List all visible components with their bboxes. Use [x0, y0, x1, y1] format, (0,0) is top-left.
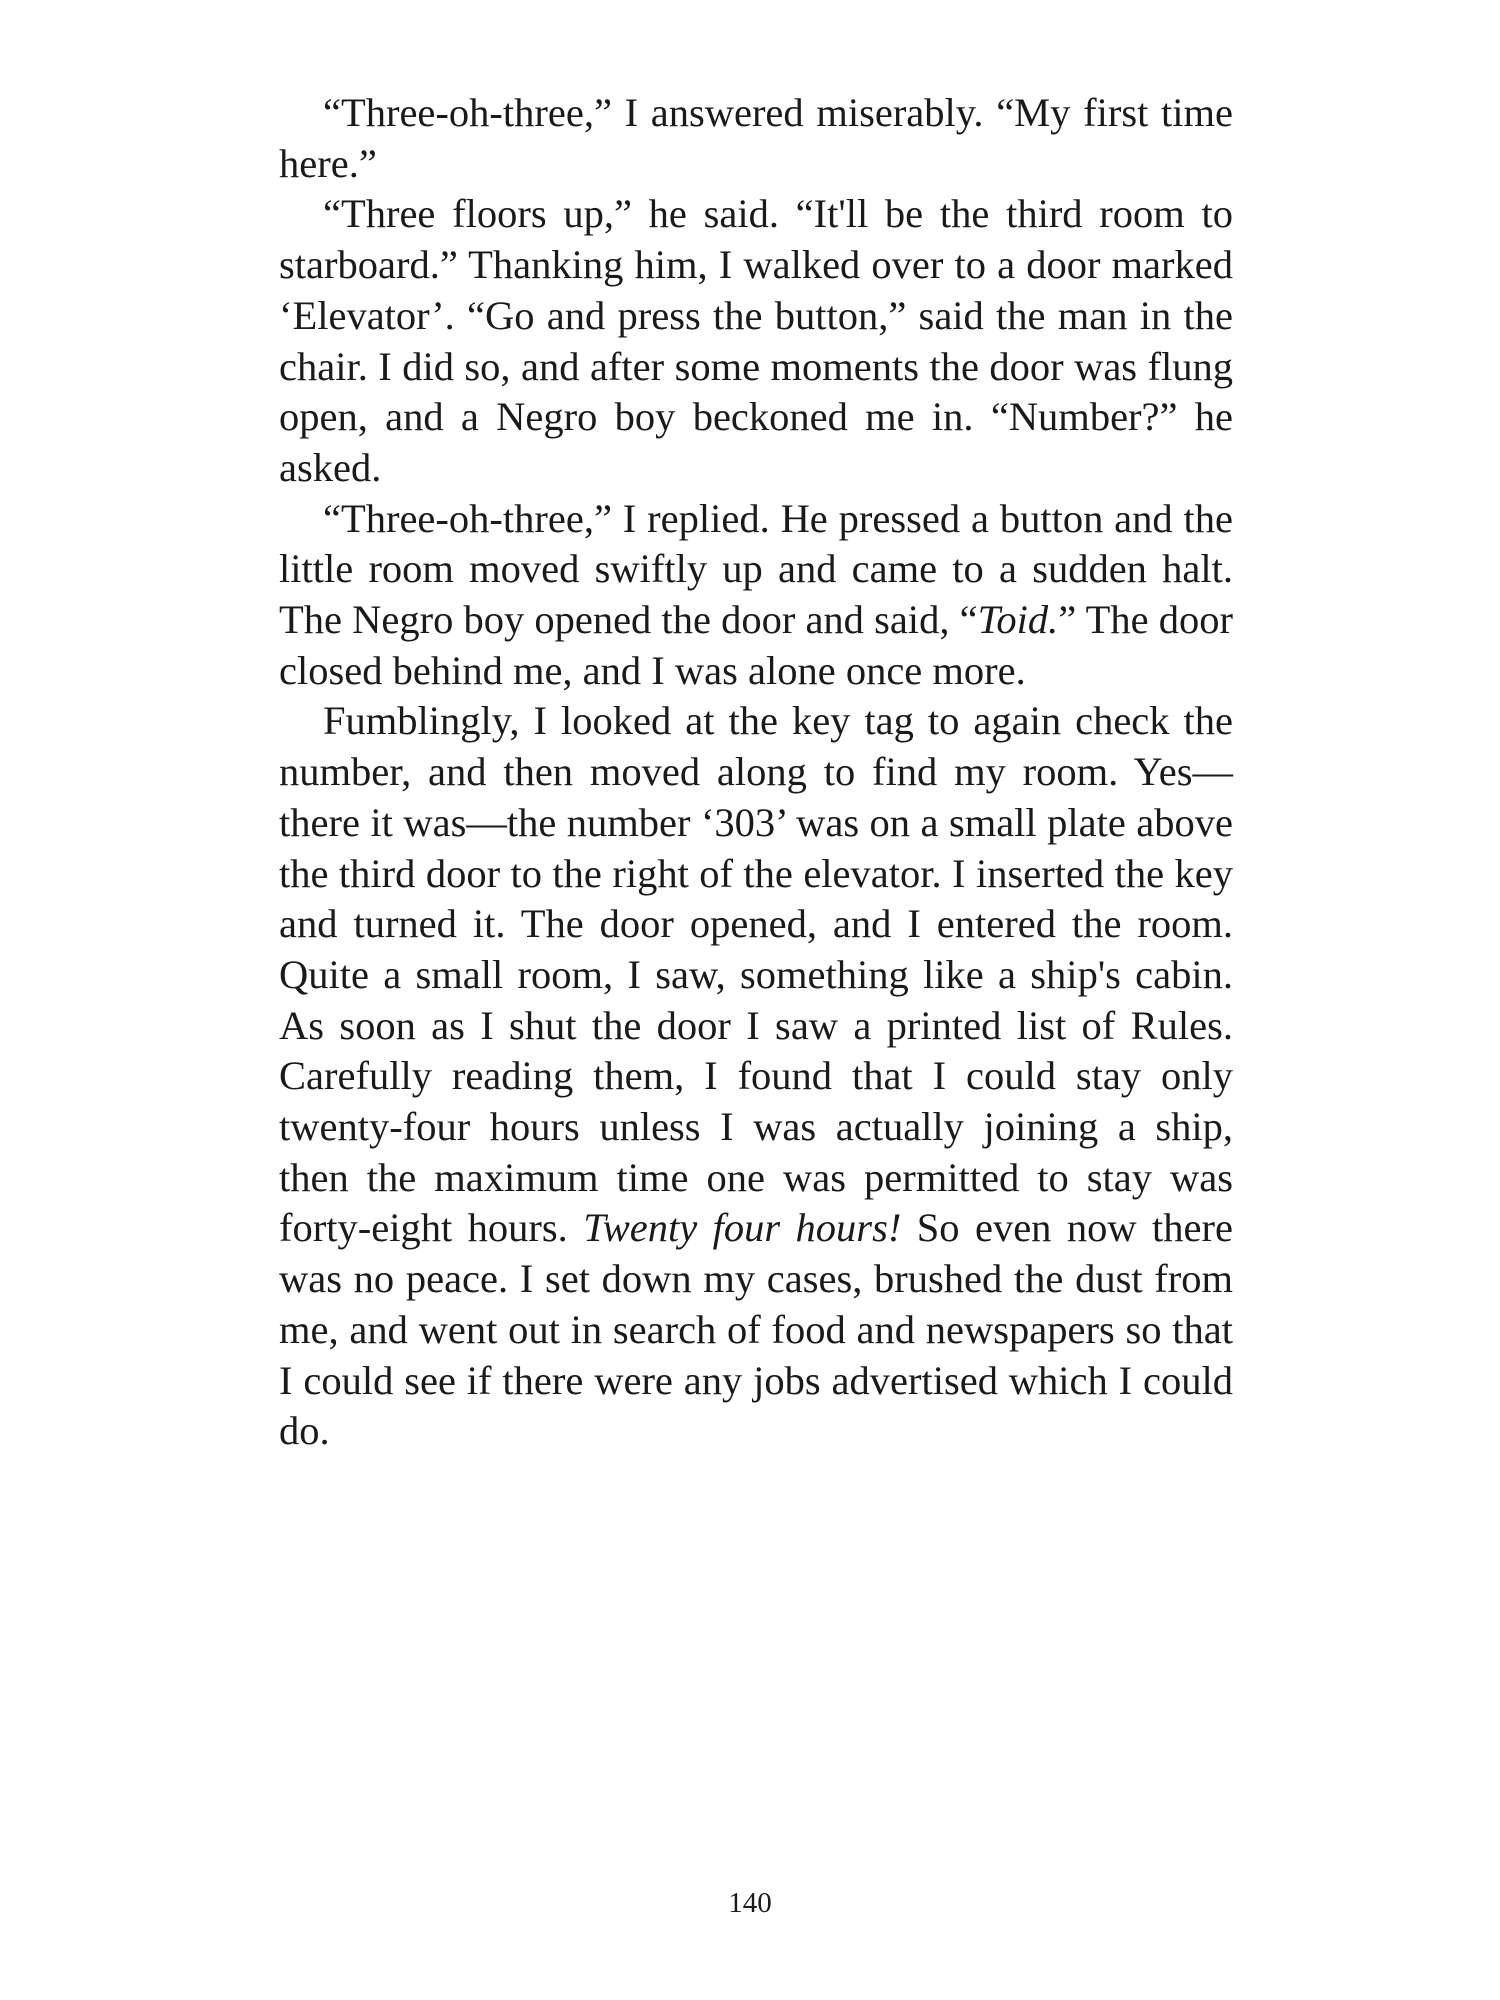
text-run: ” The door closed behind me, and I was alone once more.: [279, 597, 1233, 693]
text-run: So even now there was no peace. I set down my cases, brushed the dust from me, and went out in search of food and newspapers so that I could see if there were any jobs advertised which I could do.: [279, 1205, 1233, 1454]
paragraph: [279, 494, 1233, 697]
italic-text-run: Toid.: [977, 597, 1059, 643]
text-run: Fumblingly, I looked at the key tag to again check the number, and then moved along to find my room. Yes—there it was—the number ‘303’ was on a small plate above the third door to the right of the elevator. I inserted the key and turned it. The door opened, and I entered the room. Quite a small room, I saw, something like a ship's cabin. As soon as I shut the door I saw a printed list of Rules. Carefully reading them, I found that I could stay only twenty-four hours unless I was actually joining a ship, then the maximum time one was permitted to stay was forty-eight hours.: [279, 698, 1233, 1251]
italic-text-run: Twenty four hours!: [583, 1205, 902, 1251]
paragraph: [279, 696, 1233, 1457]
paragraph: [279, 189, 1233, 493]
text-run: “Three-oh-three,” I replied. He pressed a button and the little room moved swiftly up and came to a sudden halt. The Negro boy opened the door and said, “: [279, 495, 1233, 643]
text-run: “Three-oh-three,” I answered miserably. “My first time here.”: [279, 90, 1233, 186]
body-text: [279, 88, 1233, 1457]
text-run: “Three floors up,” he said. “It'll be the third room to starboard.” Thanking him, I walked over to a door marked ‘Elevator’. “Go and press the button,” said the man in the chair. I did so, and after some moments the door was flung open, and a Negro boy beckoned me in. “Number?” he asked.: [279, 191, 1233, 490]
page-number: 140: [728, 1887, 772, 1919]
paragraph: [279, 88, 1233, 189]
